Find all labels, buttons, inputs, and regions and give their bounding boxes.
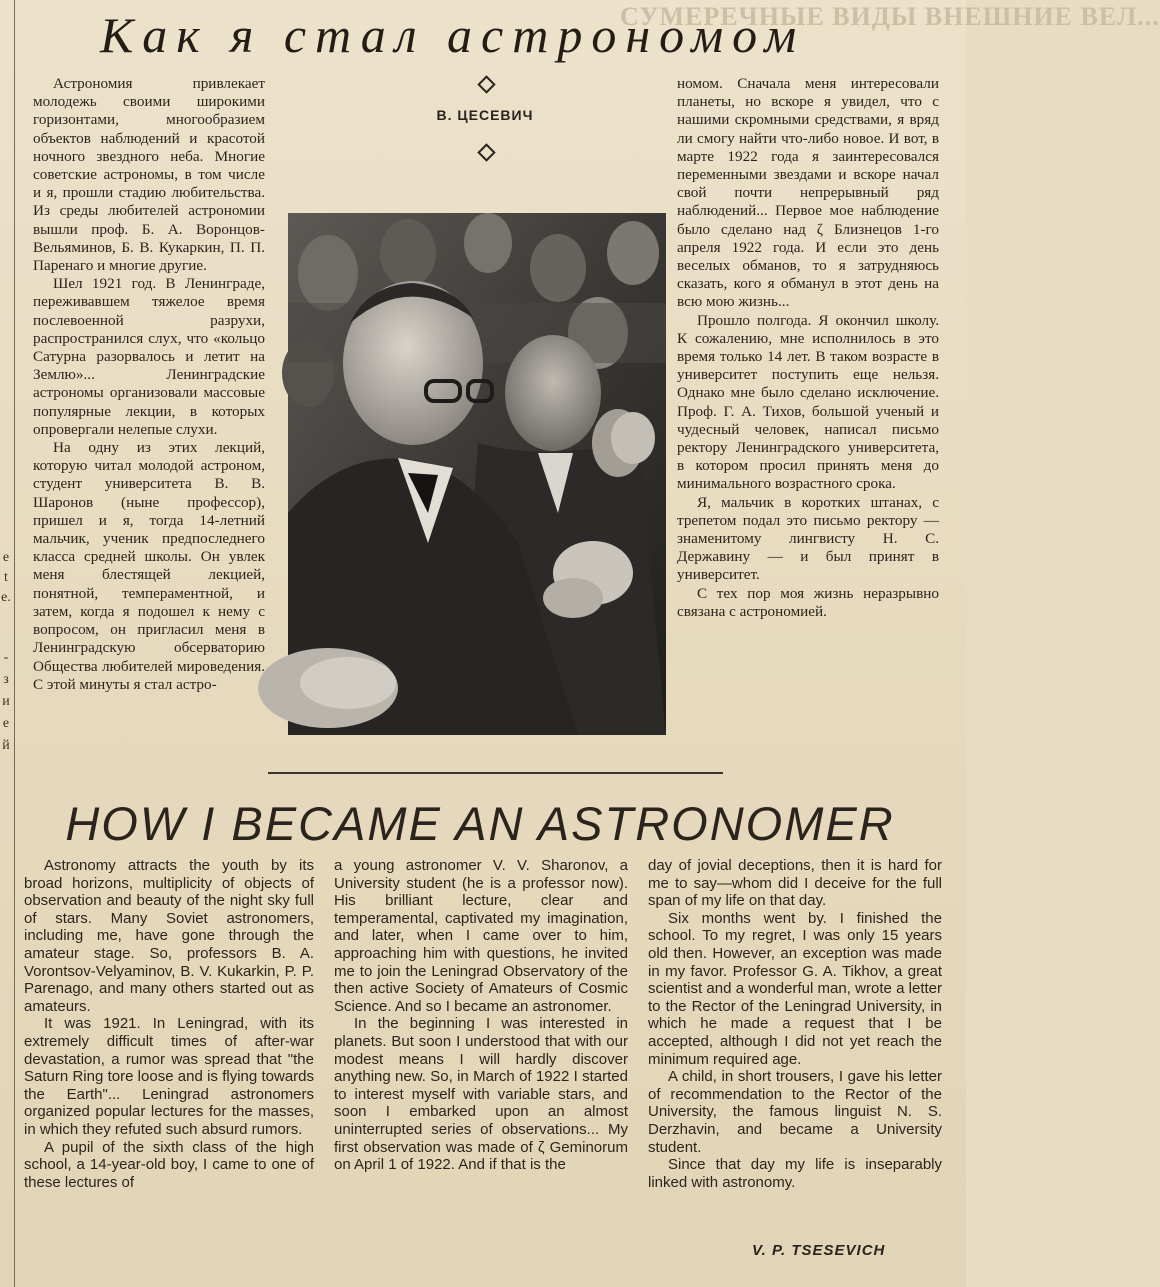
russian-headline: Как я стал астрономом: [100, 7, 806, 63]
paragraph: a young astronomer V. V. Sharonov, a University student (he is a professor now). His brilliant lecture, clear and temperamental, captivated my imagination, and later, when I came over to him, approaching him with questions, he invited me to join the Leningrad Observatory of the then active Society of Amateurs of Cosmic Science. And so I became an astronomer.: [334, 857, 628, 1015]
russian-byline: В. ЦЕСЕВИЧ: [436, 107, 534, 123]
bleed-through-headline: СУМЕРЕЧНЫЕ ВИДЫ ВНЕШНИЕ ВЕЛ...: [620, 2, 1160, 31]
margin-fragment: t: [4, 570, 8, 585]
margin-fragment: е: [2, 550, 10, 565]
paragraph: Six months went by. I finished the school. To my regret, I was only 15 years old then. However, an exception was made in my favor. Professor G. A. Tikhov, a great scientist and a wonderful man, wrote a letter to the Rector of the Leningrad University, in which he made a request that I be accepted, although I did not yet reach the minimum required age.: [648, 909, 942, 1068]
paragraph: На одну из этих лекций, которую читал молодой астроном, студент университета В. В. Шаронов (ныне профессор), пришел и я, тогда 14-летний мальчик, ученик предпоследнего класса средней школы. Он увлек меня блестящей лекцией, понятной, темпераментной, и затем, когда я подошел к нему с вопросом, он пригласил меня в Ленинградскую обсерваторию Общества любителей мироведения. С этой минуты я стал астро-: [33, 439, 265, 693]
russian-column-3: [677, 75, 939, 621]
paragraph: Я, мальчик в коротких штанах, с трепетом подал это письмо ректору — знаменитому лингвисту Н. С. Державину — и был принят в университет.: [677, 493, 939, 584]
english-headline: HOW I BECAME AN ASTRONOMER: [65, 797, 895, 850]
photograph: [288, 213, 666, 735]
russian-column-1: [33, 75, 265, 694]
paragraph: A child, in short trousers, I gave his letter of recommendation to the Rector of the University, the famous linguist N. S. Derzhavin, and became a University student.: [648, 1068, 942, 1156]
margin-fragment: й: [2, 738, 10, 753]
english-column-2: [334, 857, 628, 1174]
paragraph: In the beginning I was interested in planets. But soon I understood that with our modest means I will hardly discover anything new. So, in March of 1922 I started to interest myself with variable stars, and soon I embarked upon an almost uninterrupted series of observations... My first observation was made of ζ Geminorum on April 1 of 1922. And if that is the: [334, 1015, 628, 1174]
paragraph: A pupil of the sixth class of the high school, a 14-year-old boy, I came to one of these lectures of: [24, 1138, 314, 1191]
paragraph: Шел 1921 год. В Ленинграде, переживавшем тяжелое время послевоенной разрухи, распространился слух, что «кольцо Сатурна разорвалось и летит на Землю»... Ленинградские астрономы организовали массовые популярные лекции, в которых опровергали нелепые слухи.: [33, 275, 265, 438]
portrait-photo-image: [288, 213, 666, 735]
margin-fragment: -: [3, 650, 9, 665]
english-column-3: [648, 857, 942, 1191]
section-rule: [268, 772, 723, 774]
paragraph: номом. Сначала меня интересовали планеты, но вскоре я увидел, что с нашими скромными средствами, я вряд ли смогу найти что-либо новое. И вот, в марте 1922 года я заинтересовался переменными звездами и вскоре начал свой почти непрерывный ряд наблюдений... Первое мое наблюдение было сделано над ζ Близнецов 1-го апреля 1922 года. И если это день веселых обманов, то я затрудняюсь сказать, кого я обманул в этот день на всю мою жизнь...: [677, 75, 939, 311]
english-column-1: [24, 857, 314, 1191]
english-byline: V. P. TSESEVICH: [752, 1242, 886, 1259]
paragraph: Астрономия привлекает молодежь своими широкими горизонтами, многообразием объектов наблюдений и красотой ночного звездного неба. Многие советские астрономы, в том числе и я, прошли стадию любительства. Из среды любителей астрономии вышли проф. Б. А. Воронцов-Вельяминов, Б. В. Кукаркин, П. П. Паренаго и многие другие.: [33, 75, 265, 275]
paragraph: day of jovial deceptions, then it is hard for me to say—whom did I deceive for the full span of my life on that day.: [648, 857, 942, 910]
paragraph: It was 1921. In Leningrad, with its extremely difficult times of after-war devastation, a rumor was spread that "the Saturn Ring tore loose and is flying towards the Earth"... Leningrad astronomers organized popular lectures for the masses, in which they refuted such absurd rumors.: [24, 1015, 314, 1138]
diamond-ornament-icon: [477, 75, 495, 93]
paragraph: С тех пор моя жизнь неразрывно связана с астрономией.: [677, 584, 939, 620]
column-divider-left: [14, 0, 15, 1287]
margin-fragment: е: [2, 716, 10, 731]
diamond-ornament-icon: [477, 143, 495, 161]
paragraph: Прошло полгода. Я окончил школу. К сожалению, мне исполнилось в это время только 14 лет. В таком возрасте в университет поступить еще нельзя. Однако мне было сделано исключение. Проф. Г. А. Тихов, большой ученый и чудесный человек, написал письмо ректору Ленинградского университета, в котором просил принять меня до минимального возрастного срока.: [677, 311, 939, 493]
paragraph: Astronomy attracts the youth by its broad horizons, multiplicity of objects of observation and beauty of the night sky full of stars. Many Soviet astronomers, including me, have gone through the amateur stage. So, professors B. A. Vorontsov-Velyaminov, B. V. Kukarkin, P. P. Parenago, and many others started out as amateurs.: [24, 857, 314, 1015]
margin-fragment: з: [3, 672, 9, 687]
margin-fragment: е.: [1, 590, 11, 605]
paragraph: Since that day my life is inseparably linked with astronomy.: [648, 1156, 942, 1191]
margin-fragment: и: [2, 694, 10, 709]
